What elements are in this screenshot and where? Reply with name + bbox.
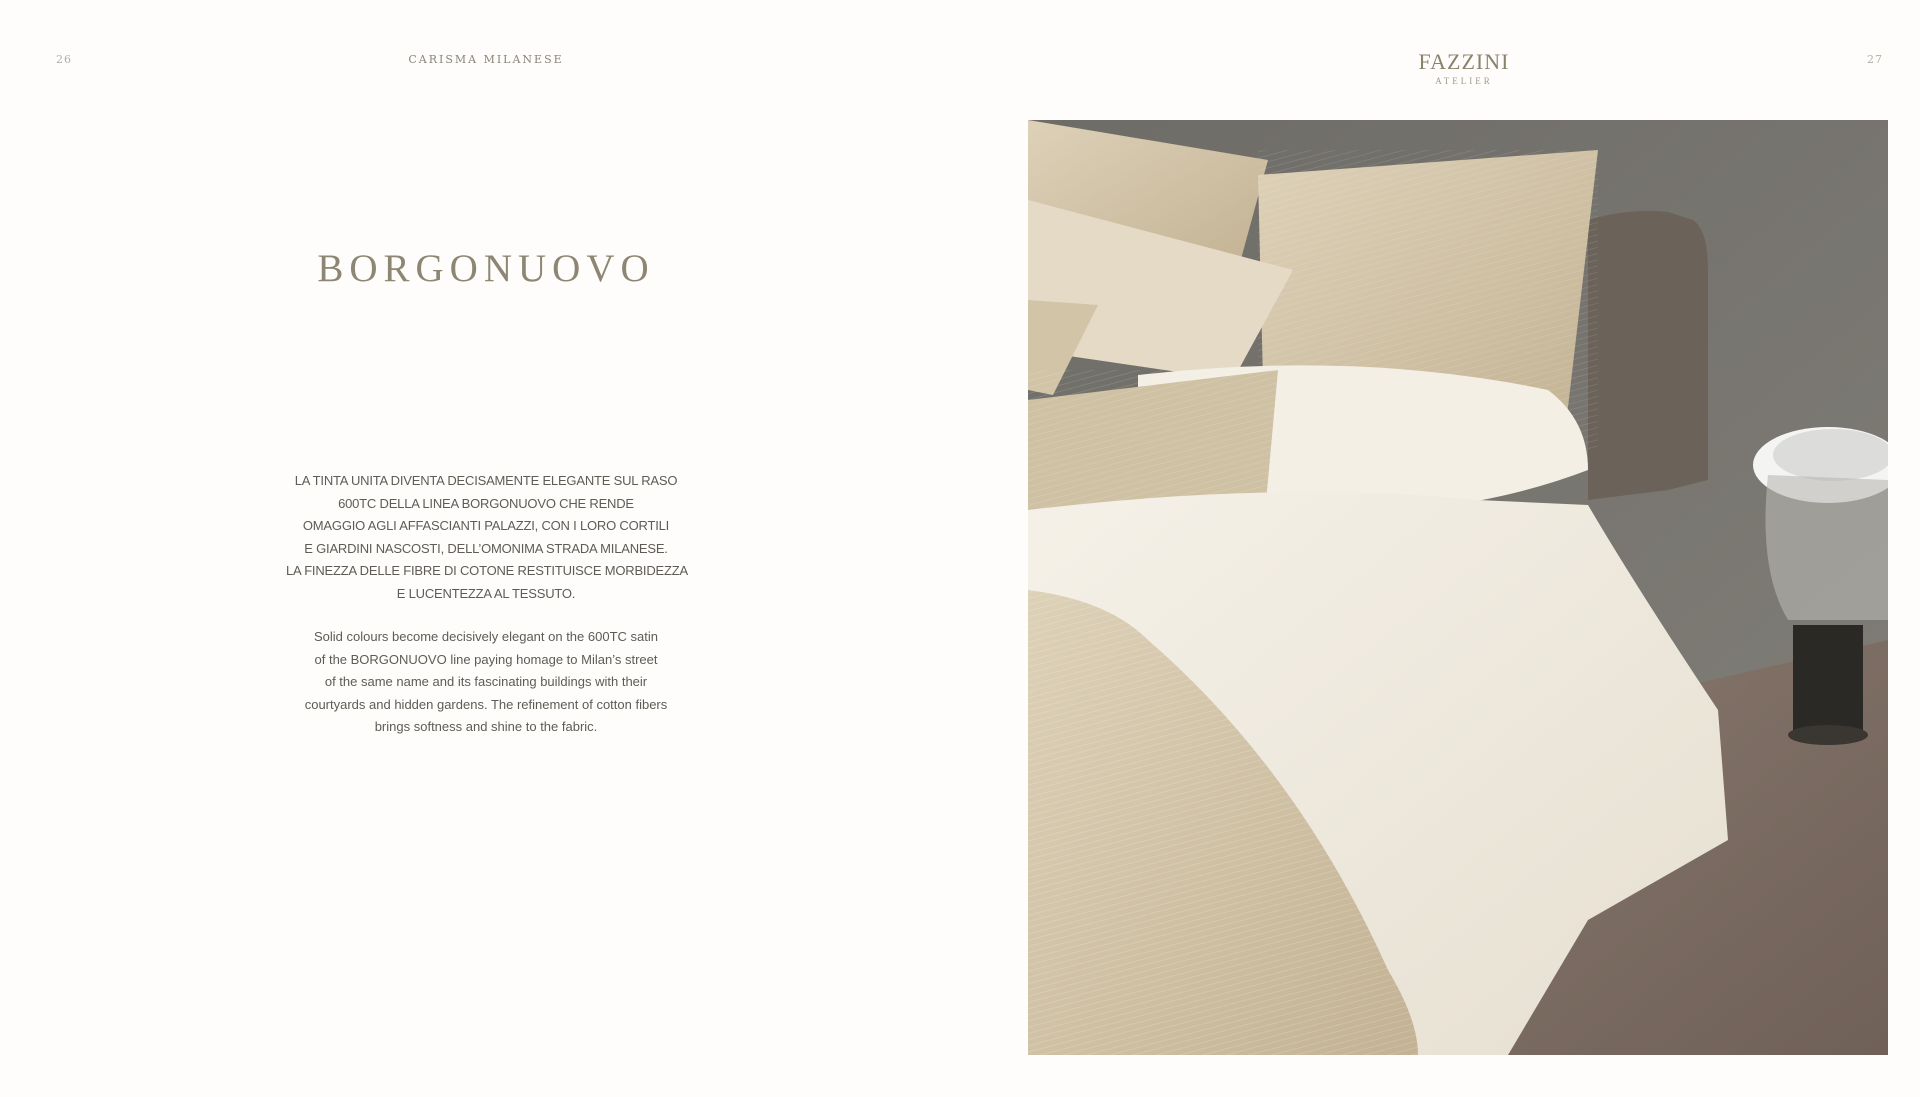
english-line: brings softness and shine to the fabric. bbox=[374, 719, 598, 734]
brand-subtitle: ATELIER bbox=[1435, 76, 1493, 86]
english-line: Solid colours become decisively elegant on the 600TC satin bbox=[314, 629, 658, 644]
english-line: of the same name and its fascinating buildings with their bbox=[324, 674, 648, 689]
running-head: CARISMA MILANESE bbox=[408, 53, 564, 66]
page-number-right: 27 bbox=[1867, 53, 1883, 66]
italian-line: LA TINTA UNITA DIVENTA DECISAMENTE ELEGANTE SUL RASO bbox=[294, 473, 678, 488]
collection-title: BORGONUOVO bbox=[317, 247, 655, 290]
bedroom-photo bbox=[1028, 120, 1888, 1055]
italian-line: OMAGGIO AGLI AFFASCIANTI PALAZZI, CON I LORO CORTILI bbox=[302, 518, 670, 533]
brand-name: FAZZINI bbox=[1418, 49, 1510, 74]
english-line: of the BORGONUOVO line paying homage to Milan’s street bbox=[314, 651, 658, 667]
italian-line: 600TC DELLA LINEA BORGONUOVO CHE RENDE bbox=[338, 495, 634, 511]
italian-line: E LUCENTEZZA AL TESSUTO. bbox=[396, 585, 576, 601]
english-line: courtyards and hidden gardens. The refinement of cotton fibers bbox=[304, 696, 668, 712]
brand-logo bbox=[1404, 50, 1524, 86]
italian-line: E GIARDINI NASCOSTI, DELL’OMONIMA STRADA MILANESE. bbox=[304, 540, 668, 556]
italian-line: LA FINEZZA DELLE FIBRE DI COTONE RESTITUISCE MORBIDEZZA bbox=[286, 563, 688, 578]
page-number-left: 26 bbox=[56, 53, 72, 66]
headboard bbox=[1588, 211, 1708, 500]
english-description bbox=[286, 626, 686, 739]
italian-description bbox=[286, 470, 686, 605]
